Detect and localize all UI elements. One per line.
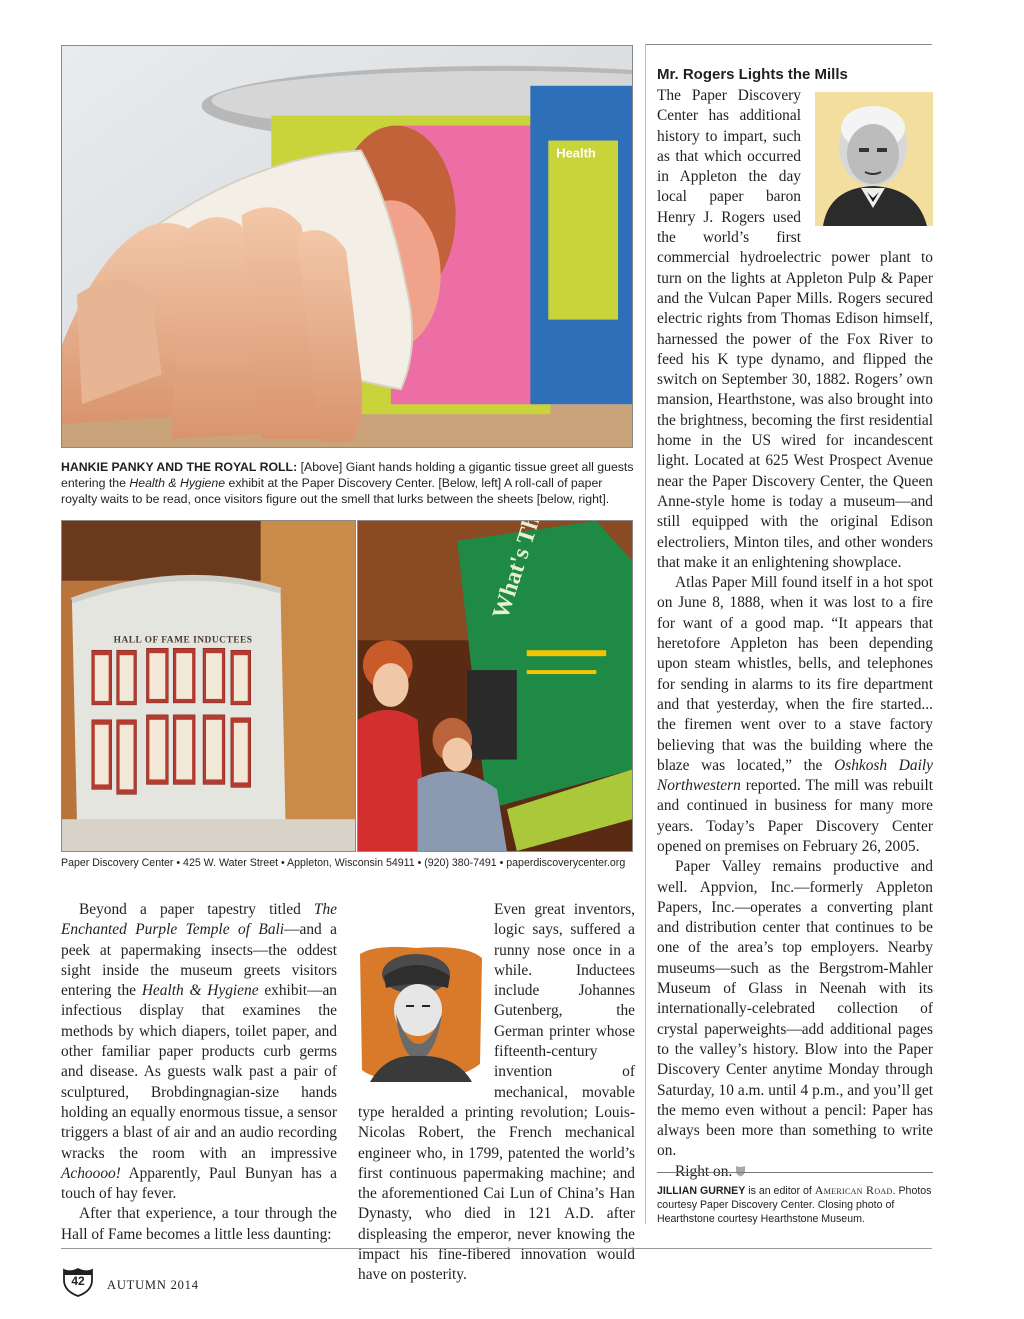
paragraph-hall-of-fame: After that experience, a tour through the Hall of Fame becomes a little less daunting:: [61, 1205, 337, 1243]
section-subhead: Mr. Rogers Lights the Mills: [657, 66, 848, 83]
page-number: 42: [71, 1274, 85, 1288]
author-bio: [657, 1183, 935, 1226]
left-text-3: exhibit—an infectious display that examines the methods by which diapers, toilet paper, and other familiar paper products curb germs and disease. As guests walk past a pair of sculptured, Brobdingnagian-size hands holding an equally enormous tissue, a sensor triggers a blast of air and an audio recording wracks the room with an impressive: [61, 982, 337, 1162]
photo-hall-of-fame: [61, 520, 356, 852]
paragraph-paper-valley: Paper Valley remains productive and well. Appvion, Inc.—formerly Appleton Papers, Inc.—operates a converting plant and distribution center that continues to be one of the area’s top employers. Nearby museums—such as the Bergstrom-Mahler Museum of Glass in Neenah with its internationally-celebrated collection of crystal paperweights—add additional pages to the valley’s history. Blow into the Paper Discovery Center anytime Monday through Saturday, 10 a.m. until 4 p.m., and you’ll get the memo even without a pencil: Paper has always been more than something to write on.: [657, 858, 933, 1160]
photo-whats-that-smell: [357, 520, 633, 852]
smell-exhibit-illustration: [358, 521, 632, 851]
right-column: [657, 65, 933, 1182]
newspaper-title: Oshkosh Daily Northwestern: [657, 756, 933, 795]
paragraph-atlas-text-2: reported. The mill was rebuilt and continued in business for many more years. Today’s Paper Discovery Center opened on premises on February 26, 2005.: [657, 777, 933, 855]
middle-column: [358, 900, 635, 1286]
author-text-2: . Photos courtesy Paper Discovery Center. Closing photo of Hearthstone courtesy Hearthstone Museum.: [657, 1185, 932, 1225]
center-contact-line: Paper Discovery Center • 425 W. Water Street • Appleton, Wisconsin 54911 • (920) 380-7491 • paperdiscoverycenter.org: [61, 857, 626, 869]
left-text-1: Beyond a paper tapestry titled: [79, 901, 314, 918]
caption-text: [Above] Giant hands holding a gigantic tissue greet all guests entering the: [61, 460, 634, 490]
author-rule: [657, 1172, 933, 1173]
caption-italic: Health & Hygiene: [129, 476, 226, 490]
hall-of-fame-sign: HALL OF FAME INDUCTEES: [113, 635, 253, 646]
inventors-text-2: after displeasing the emperor, never knowing the impact his fine-fibered innovation would have on posterity.: [358, 1205, 635, 1284]
closing-text: Right on.: [675, 1162, 733, 1180]
thomas-edison-portrait: [809, 88, 937, 230]
exhibit-name: Health & Hygiene: [141, 982, 259, 1000]
end-shield-icon: [735, 1165, 746, 1177]
gutenberg-portrait: [356, 944, 486, 1082]
caption-lead: HANKIE PANKY AND THE ROYAL ROLL:: [61, 460, 298, 474]
paragraph-atlas: [657, 573, 933, 857]
paragraph-health-hygiene: [61, 900, 337, 1204]
edison-engraving: [809, 88, 937, 230]
gutenberg-engraving: [356, 944, 486, 1082]
health-sign-text: Health: [556, 145, 596, 161]
paragraph-atlas-text: Atlas Paper Mill found itself in a hot spot on June 8, 1888, when it was lost to a fire for want of a good map. “It appears that heretofore Appleton has been depending upon steam whistles, bells, and telephones for sending in alarms to its fire department and that yesterday, when the fire started... the firemen went over to a stave factory believing that was the building where the blaze was located,” the: [657, 574, 933, 774]
era-abbreviation: A.D.: [564, 1205, 595, 1223]
magazine-name: American Road: [814, 1183, 893, 1197]
author-name: JILLIAN GURNEY: [657, 1185, 746, 1197]
left-text-4: Apparently, Paul Bunyan has a touch of hay fever.: [61, 1164, 337, 1203]
author-text: is an editor of: [745, 1185, 815, 1197]
footer-rule: [61, 1248, 932, 1249]
left-text-2: —and a peek at papermaking insects—the oddest sight inside the museum greets visitors entering the: [61, 921, 338, 1000]
issue-label: AUTUMN 2014: [107, 1278, 199, 1292]
paragraph-rogers: [657, 86, 933, 573]
paragraph-inventors: [358, 900, 635, 1286]
photo-caption: [61, 459, 635, 507]
left-column: [61, 900, 337, 1245]
top-rule: [646, 44, 932, 45]
sneeze-text: Achoooo!: [61, 1164, 121, 1182]
inventors-text: Even great inventors, logic says, suffered a runny nose once in a while. Inductees include Johannes Gutenberg, the German printer whose fifteenth-century invention of mechanical, movable type heralded a printing revolution; Louis-Nicolas Robert, the French mechanical engineer who, in 1799, patented the world’s first continuous papermaking machine; and the aforementioned Cai Lun of China’s Han Dynasty, who died in 121: [358, 901, 635, 1223]
paragraph-rogers-text: The Paper Discovery Center has additional history to impart, such as that which occurred in Appleton the day local paper baron Henry J. Rogers used the world’s first commercial hydroelectric power plant to turn on the lights at Appleton Pulp & Paper and the Vulcan Paper Mills. Rogers secured electric rights from Thomas Edison himself, harnessed the power of the Fox River to feed his K type dynamo, and flipped the switch on September 30, 1882. Rogers’ own mansion, Hearthstone, was also brought into the brightness, becoming the first residential home in the US wired for incandescent light. Located at 625 West Prospect Avenue near the Paper Discovery Center, the Queen Anne-style home is today a museum—and still equipped with the original Edison electroliers, Minton tiles, and other wonders that make it an enlightening showplace.: [657, 87, 933, 571]
caption-text-2: exhibit at the Paper Discovery Center. [Below, left] A roll-call of paper royalty waits to be read, once visitors figure out the smell that lurks between the sheets [below, right].: [61, 476, 610, 506]
hall-of-fame-illustration: [62, 521, 355, 851]
column-divider: [645, 44, 646, 1224]
photo-giant-hands-tissue: [61, 45, 633, 448]
tapestry-title: The Enchanted Purple Temple of Bali: [61, 901, 337, 939]
giant-hands-illustration: [62, 46, 632, 447]
